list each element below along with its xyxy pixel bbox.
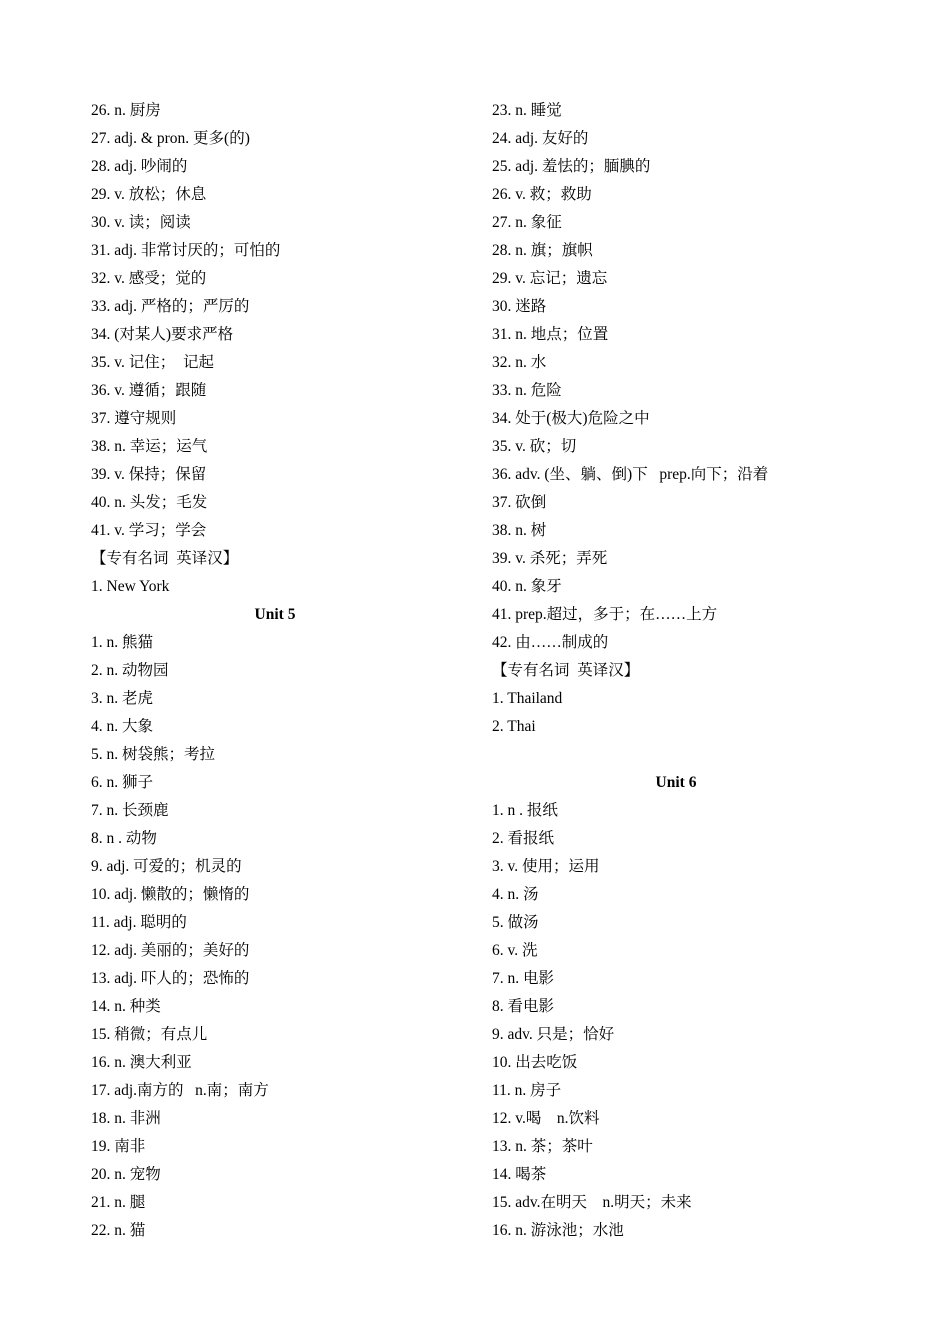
vocab-line: 1. New York <box>91 578 170 595</box>
left-column <box>91 97 459 1245</box>
unit-heading: Unit 6 <box>655 774 697 791</box>
vocab-line: 13. n. 茶；茶叶 <box>492 1138 593 1155</box>
vocab-line: 40. n. 头发；毛发 <box>91 494 208 511</box>
vocab-line: 16. n. 澳大利亚 <box>91 1054 192 1071</box>
vocab-line: 2. Thai <box>492 718 536 735</box>
vocab-line: 26. n. 厨房 <box>91 102 161 119</box>
vocab-line: 8. 看电影 <box>492 998 555 1015</box>
vocab-line: 4. n. 汤 <box>492 886 539 903</box>
vocab-line: 20. n. 宠物 <box>91 1166 161 1183</box>
vocab-line: 1. n. 熊猫 <box>91 634 154 651</box>
right-column <box>492 97 860 1245</box>
vocab-line: 41. v. 学习；学会 <box>91 522 207 539</box>
vocab-line: 27. n. 象征 <box>492 214 562 231</box>
vocab-line: 11. n. 房子 <box>492 1082 562 1099</box>
vocab-line: 3. n. 老虎 <box>91 690 154 707</box>
vocab-line: 13. adj. 吓人的；恐怖的 <box>91 970 250 987</box>
vocab-line: 16. n. 游泳池；水池 <box>492 1222 624 1239</box>
vocab-line: 35. v. 砍；切 <box>492 438 577 455</box>
vocab-line: 33. adj. 严格的；严厉的 <box>91 298 250 315</box>
vocab-line: 34. (对某人)要求严格 <box>91 326 234 343</box>
unit-heading: Unit 5 <box>254 606 296 623</box>
vocab-line: 35. v. 记住； 记起 <box>91 354 214 371</box>
vocab-line: 23. n. 睡觉 <box>492 102 562 119</box>
vocab-line: 10. adj. 懒散的；懒惰的 <box>91 886 250 903</box>
vocab-line: 17. adj.南方的 n.南；南方 <box>91 1082 269 1099</box>
vocab-line: 15. 稍微；有点儿 <box>91 1026 208 1043</box>
vocab-line: 7. n. 电影 <box>492 970 555 987</box>
vocab-line: 26. v. 救；救助 <box>492 186 592 203</box>
vocab-line: 5. 做汤 <box>492 914 539 931</box>
vocab-line: 32. v. 感受；觉的 <box>91 270 207 287</box>
vocab-line: 36. adv. (坐、躺、倒)下 prep.向下；沿着 <box>492 466 769 483</box>
vocab-line: 18. n. 非洲 <box>91 1110 161 1127</box>
vocab-line: 25. adj. 羞怯的；腼腆的 <box>492 158 651 175</box>
vocab-line: 30. v. 读；阅读 <box>91 214 191 231</box>
vocab-line: 28. adj. 吵闹的 <box>91 158 188 175</box>
vocab-line: 1. Thailand <box>492 690 563 707</box>
vocab-line: 12. adj. 美丽的；美好的 <box>91 942 250 959</box>
vocab-line: 8. n . 动物 <box>91 830 157 847</box>
vocab-line: 5. n. 树袋熊；考拉 <box>91 746 216 763</box>
vocab-line: 29. v. 放松；休息 <box>91 186 207 203</box>
vocab-line: 3. v. 使用；运用 <box>492 858 600 875</box>
vocab-line: 19. 南非 <box>91 1138 146 1155</box>
vocab-line: 38. n. 树 <box>492 522 547 539</box>
vocab-line: 34. 处于(极大)危险之中 <box>492 410 650 427</box>
vocab-line: 28. n. 旗；旗帜 <box>492 242 593 259</box>
vocab-line: 36. v. 遵循；跟随 <box>91 382 207 399</box>
vocab-line: 37. 砍倒 <box>492 494 547 511</box>
vocab-line: 14. 喝茶 <box>492 1166 547 1183</box>
vocab-line: 37. 遵守规则 <box>91 410 177 427</box>
vocab-line: 4. n. 大象 <box>91 718 154 735</box>
vocab-line: 29. v. 忘记；遗忘 <box>492 270 608 287</box>
vocab-line: 2. n. 动物园 <box>91 662 169 679</box>
vocab-line: 【专有名词 英译汉】 <box>492 662 640 679</box>
vocab-line: 6. v. 洗 <box>492 942 538 959</box>
vocab-line: 6. n. 狮子 <box>91 774 154 791</box>
vocab-line: 9. adj. 可爱的；机灵的 <box>91 858 242 875</box>
vocab-line: 42. 由……制成的 <box>492 634 609 651</box>
vocab-line: 12. v.喝 n.饮料 <box>492 1110 600 1127</box>
vocab-line: 30. 迷路 <box>492 298 547 315</box>
vocab-line: 31. adj. 非常讨厌的；可怕的 <box>91 242 281 259</box>
vocab-line: 10. 出去吃饭 <box>492 1054 578 1071</box>
vocab-line: 1. n . 报纸 <box>492 802 558 819</box>
vocab-line: 14. n. 种类 <box>91 998 161 1015</box>
vocab-line: 15. adv.在明天 n.明天；未来 <box>492 1194 692 1211</box>
vocab-line: 7. n. 长颈鹿 <box>91 802 169 819</box>
vocab-line: 39. v. 杀死；弄死 <box>492 550 608 567</box>
blank-line <box>492 741 860 769</box>
vocab-line: 22. n. 猫 <box>91 1222 146 1239</box>
vocab-line: 27. adj. & pron. 更多(的) <box>91 130 250 147</box>
vocab-line: 21. n. 腿 <box>91 1194 146 1211</box>
vocab-line: 32. n. 水 <box>492 354 547 371</box>
vocab-line: 24. adj. 友好的 <box>492 130 589 147</box>
vocab-line: 41. prep.超过，多于；在……上方 <box>492 606 718 623</box>
vocab-line: 11. adj. 聪明的 <box>91 914 187 931</box>
vocab-line: 2. 看报纸 <box>492 830 555 847</box>
vocab-line: 31. n. 地点；位置 <box>492 326 609 343</box>
vocab-line: 39. v. 保持；保留 <box>91 466 207 483</box>
vocab-line: 40. n. 象牙 <box>492 578 562 595</box>
vocab-line: 9. adv. 只是；恰好 <box>492 1026 615 1043</box>
vocab-line: 33. n. 危险 <box>492 382 562 399</box>
vocab-line: 38. n. 幸运；运气 <box>91 438 208 455</box>
vocab-line: 【专有名词 英译汉】 <box>91 550 239 567</box>
